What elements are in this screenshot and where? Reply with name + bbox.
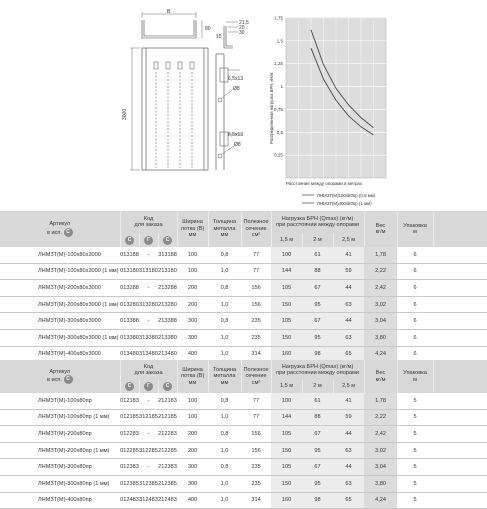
table-cell: 5: [397, 442, 433, 459]
table-cell: 200: [177, 426, 208, 443]
table-cell: 212185: [158, 409, 177, 426]
c-icon: С: [125, 236, 134, 245]
article-cell: ЛНМЗТ(М)-100x80пр (1 мм): [0, 409, 120, 426]
t2-header-span3: 2,5 м: [333, 380, 364, 393]
table-cell: 213180: [158, 263, 177, 280]
table-cell: 63: [333, 442, 364, 459]
table-cell: 100: [271, 247, 302, 263]
row-pad: [433, 442, 487, 459]
legend-series-2: ЛНМЗТ(М)400x80пр (1 мм): [317, 201, 372, 206]
table-cell: 013480: [120, 346, 139, 363]
t2-header-width: Ширина лотка (В) мм: [177, 360, 208, 393]
table-cell: 213480: [158, 346, 177, 363]
table-row: [0, 313, 487, 330]
legend-series-1: ЛНМЗТ(М)100x80пр (0,8 мм): [317, 193, 376, 198]
table-cell: 1,0: [208, 442, 241, 459]
table-cell: 1,78: [364, 393, 397, 409]
table-cell: 156: [241, 296, 271, 313]
table-cell: 313480: [139, 346, 158, 363]
dim-30-label: 30: [239, 30, 245, 36]
article-cell: ЛНМЗТ(М)-100x80x3000 (1 мм): [0, 263, 120, 280]
t1-header-pack: Упаковка м: [397, 211, 433, 247]
table-cell: 100: [271, 393, 302, 409]
table-cell: 312185: [139, 409, 158, 426]
table-cell: 400: [177, 492, 208, 509]
table-cell: 100: [177, 409, 208, 426]
table-cell: 5: [397, 459, 433, 476]
table-cell: 160: [271, 492, 302, 509]
table-cell: 1,0: [208, 346, 241, 363]
t1-header-width: Ширина лотка (В) мм: [177, 211, 208, 247]
chart-y-ticks: [274, 16, 283, 158]
table-cell: 65: [333, 492, 364, 509]
table-cell: 012183: [120, 393, 139, 409]
t1-header-weight: Вес кг/м: [364, 211, 397, 247]
table-cell: 312285: [139, 442, 158, 459]
table-cell: -: [139, 313, 158, 330]
table-cell: 5: [397, 475, 433, 492]
spec-table-2: [0, 360, 487, 509]
table-cell: 312385: [139, 475, 158, 492]
row-pad: [433, 459, 487, 476]
article-cell: ЛНМЗТ(М)-300x80x3000: [0, 313, 120, 330]
table-cell: 156: [241, 426, 271, 443]
table-row: [0, 263, 487, 280]
article-cell: ЛНМЗТ(М)-400x80x3000: [0, 346, 120, 363]
table-cell: 013288: [120, 280, 139, 297]
table-cell: 012383: [120, 459, 139, 476]
table-cell: 67: [302, 426, 333, 443]
dim-hole2-label: Ø8: [234, 142, 241, 148]
table-cell: 0,8: [208, 247, 241, 263]
table-cell: 44: [333, 426, 364, 443]
row-pad: [433, 329, 487, 346]
table-cell: 313180: [139, 263, 158, 280]
table-row: [0, 475, 487, 492]
table-cell: 1,78: [364, 247, 397, 263]
dim-80-label: 80: [205, 26, 211, 32]
table-cell: 105: [271, 459, 302, 476]
table-cell: 1,0: [208, 475, 241, 492]
table-cell: 65: [333, 346, 364, 363]
row-pad: [433, 296, 487, 313]
table-cell: 4,24: [364, 346, 397, 363]
t1-header-span1: 1,5 м: [271, 233, 302, 247]
table-cell: 235: [241, 475, 271, 492]
table-cell: 150: [271, 442, 302, 459]
row-pad: [433, 475, 487, 492]
row-pad: [433, 280, 487, 297]
table-cell: 5: [397, 393, 433, 409]
table-row: [0, 409, 487, 426]
table-cell: 213288: [158, 280, 177, 297]
table-cell: 0,8: [208, 426, 241, 443]
row-pad: [433, 313, 487, 330]
table-cell: 212283: [158, 426, 177, 443]
table-cell: 67: [302, 313, 333, 330]
table-cell: -: [139, 280, 158, 297]
row-pad: [433, 263, 487, 280]
article-cell: ЛНМЗТ(М)-400x80пр: [0, 492, 120, 509]
table-cell: 2,22: [364, 409, 397, 426]
table-cell: 6: [397, 346, 433, 363]
table-cell: 63: [333, 296, 364, 313]
table-cell: -: [139, 247, 158, 263]
table-cell: 5: [397, 409, 433, 426]
article-cell: ЛНМЗТ(М)-300x80x3000 (1 мм): [0, 329, 120, 346]
table-cell: 013380: [120, 329, 139, 346]
t2-header-code: Код для заказа: [120, 360, 177, 380]
table-row: [0, 280, 487, 297]
t1-header-load: Нагрузка БРН (Qmax) (кг/м) при расстоянии между опорами: [271, 211, 364, 233]
table-cell: 235: [241, 459, 271, 476]
row-pad: [433, 492, 487, 509]
t2-header-thickness: Толщина металла мм: [208, 360, 241, 393]
table-cell: 1,0: [208, 263, 241, 280]
table-cell: -: [139, 426, 158, 443]
row-pad: [433, 393, 487, 409]
table-cell: 44: [333, 459, 364, 476]
chart-x-axis-label: Расстояние между опорами в метрах: [286, 181, 363, 186]
table-cell: 6: [397, 247, 433, 263]
table-cell: 313280: [139, 296, 158, 313]
table-cell: 3,04: [364, 459, 397, 476]
table-cell: 235: [241, 329, 271, 346]
table-cell: 88: [302, 263, 333, 280]
t1-header-span3: 2,5 м: [333, 233, 364, 247]
table-cell: 77: [241, 263, 271, 280]
table-cell: 67: [302, 280, 333, 297]
table-cell: 100: [177, 263, 208, 280]
c-icon: С: [163, 382, 172, 391]
article-cell: ЛНМЗТ(М)-100x80пр: [0, 393, 120, 409]
table-cell: 150: [271, 296, 302, 313]
table-cell: 012483: [120, 492, 139, 509]
table-cell: 3,04: [364, 313, 397, 330]
table-row: [0, 296, 487, 313]
table-cell: 2,42: [364, 280, 397, 297]
table-cell: 212183: [158, 393, 177, 409]
y-tick-label: 0,75: [274, 106, 283, 112]
table-cell: 013280: [120, 296, 139, 313]
table-cell: 1,0: [208, 329, 241, 346]
table-cell: 4,24: [364, 492, 397, 509]
dim-hole-label: Ø8: [233, 86, 240, 92]
y-tick-label: 1,75: [274, 15, 283, 21]
article-cell: ЛНМЗТ(М)-100x80x3000: [0, 247, 120, 263]
table-cell: 300: [177, 475, 208, 492]
y-tick-label: 0,25: [274, 152, 283, 158]
table-cell: 77: [241, 247, 271, 263]
y-tick-label: 0,5: [276, 129, 283, 135]
article-cell: ЛНМЗТ(М)-200x80x3000 (1 мм): [0, 296, 120, 313]
table-cell: 313380: [139, 329, 158, 346]
table-cell: 105: [271, 280, 302, 297]
chart-y-axis-label: Распределенная нагрузка БРН, кН/м: [269, 72, 274, 144]
table-cell: 95: [302, 475, 333, 492]
table-cell: 41: [333, 247, 364, 263]
table-cell: 59: [333, 409, 364, 426]
table-cell: 63: [333, 475, 364, 492]
row-pad: [433, 426, 487, 443]
table-cell: 212385: [158, 475, 177, 492]
table-cell: 150: [271, 475, 302, 492]
t1-body: [0, 247, 487, 363]
article-cell: ЛНМЗТ(М)-200x80x3000: [0, 280, 120, 297]
table-cell: 2,22: [364, 263, 397, 280]
table-cell: 88: [302, 409, 333, 426]
t2-header-span2: 2 м: [302, 380, 333, 393]
table-cell: 213388: [158, 313, 177, 330]
g-icon: Г: [144, 382, 153, 391]
t2-header-weight: Вес кг/м: [364, 360, 397, 393]
t2-header-section: Полезное сечение см²: [241, 360, 271, 393]
table-cell: 59: [333, 263, 364, 280]
table-cell: 6: [397, 313, 433, 330]
y-tick-label: 1,25: [274, 61, 283, 67]
table-cell: 98: [302, 492, 333, 509]
g-icon: Г: [144, 236, 153, 245]
c-icon: С: [163, 236, 172, 245]
table-cell: 0,8: [208, 393, 241, 409]
table-cell: 6: [397, 329, 433, 346]
dim-b-label: B: [167, 9, 171, 15]
table-cell: 012283: [120, 426, 139, 443]
chart-legend: [302, 193, 376, 206]
tray-drawing: [120, 8, 270, 180]
table-cell: 3,80: [364, 329, 397, 346]
t1-header-span2: 2 м: [302, 233, 333, 247]
table-cell: 3,80: [364, 475, 397, 492]
table-cell: 3,02: [364, 296, 397, 313]
table-cell: 312483: [139, 492, 158, 509]
table-cell: 200: [177, 280, 208, 297]
table-row: [0, 442, 487, 459]
table-cell: 95: [302, 329, 333, 346]
table-cell: 012185: [120, 409, 139, 426]
table-cell: 156: [241, 442, 271, 459]
t2-body: [0, 393, 487, 509]
table-cell: 400: [177, 346, 208, 363]
table-cell: 212285: [158, 442, 177, 459]
table-cell: 44: [333, 280, 364, 297]
table-row: [0, 459, 487, 476]
table-cell: 144: [271, 263, 302, 280]
table-cell: 95: [302, 296, 333, 313]
table-row: [0, 492, 487, 509]
table-cell: 300: [177, 459, 208, 476]
dim-15-label: 15: [216, 34, 222, 40]
table-cell: 313188: [158, 247, 177, 263]
table-cell: 200: [177, 296, 208, 313]
table-cell: 63: [333, 329, 364, 346]
t1-header-code: Код для заказа: [120, 211, 177, 233]
table-cell: 012285: [120, 442, 139, 459]
table-cell: 61: [302, 393, 333, 409]
c-icon: С: [64, 228, 73, 237]
table-cell: 61: [302, 247, 333, 263]
table-cell: 5: [397, 426, 433, 443]
table-cell: 41: [333, 393, 364, 409]
table-cell: 212383: [158, 459, 177, 476]
t2-header-pack: Упаковка м: [397, 360, 433, 393]
table-cell: 314: [241, 346, 271, 363]
table-cell: 77: [241, 393, 271, 409]
table-cell: 100: [177, 247, 208, 263]
table-cell: 144: [271, 409, 302, 426]
t1-header-article: Артикул в исп. С: [0, 211, 120, 247]
table-cell: 67: [302, 459, 333, 476]
row-pad: [433, 409, 487, 426]
table-cell: 95: [302, 442, 333, 459]
table-cell: 314: [241, 492, 271, 509]
table-cell: 013180: [120, 263, 139, 280]
t1-header-section: Полезное сечение см²: [241, 211, 271, 247]
dim-length-label: 3000: [122, 108, 128, 120]
table-cell: 105: [271, 313, 302, 330]
t2-header-article: Артикул в исп. С: [0, 360, 120, 393]
table-row: [0, 393, 487, 409]
table-cell: 0,8: [208, 313, 241, 330]
table-cell: 160: [271, 346, 302, 363]
table-cell: 212483: [158, 492, 177, 509]
table-cell: 213280: [158, 296, 177, 313]
table-cell: 77: [241, 409, 271, 426]
table-cell: 235: [241, 313, 271, 330]
table-cell: 98: [302, 346, 333, 363]
table-cell: 013388: [120, 313, 139, 330]
table-cell: -: [139, 459, 158, 476]
c-icon: С: [125, 382, 134, 391]
c-icon: С: [64, 375, 73, 384]
spec-table-1: [0, 211, 487, 363]
y-tick-label: 1: [280, 84, 283, 90]
table-row: [0, 247, 487, 263]
table-cell: 013188: [120, 247, 139, 263]
table-cell: 2,42: [364, 426, 397, 443]
table-cell: 6: [397, 296, 433, 313]
table-cell: 6: [397, 280, 433, 297]
table-cell: 156: [241, 280, 271, 297]
article-cell: ЛНМЗТ(М)-200x80пр (1 мм): [0, 442, 120, 459]
dim-21-5-label: 21,5: [239, 20, 249, 26]
dim-slot2-label: 6,5х13: [228, 132, 244, 138]
t2-header-load: Нагрузка БРН (Qmax) (кг/м) при расстоянии между опорами: [271, 360, 364, 380]
table-cell: 012385: [120, 475, 139, 492]
table-cell: 105: [271, 426, 302, 443]
article-cell: ЛНМЗТ(М)-300x80пр: [0, 459, 120, 476]
table-cell: 5: [397, 492, 433, 509]
table-row: [0, 426, 487, 443]
table-cell: 213380: [158, 329, 177, 346]
table-cell: 3,02: [364, 442, 397, 459]
table-cell: 300: [177, 313, 208, 330]
article-cell: ЛНМЗТ(М)-300x80пр (1 мм): [0, 475, 120, 492]
table-cell: 150: [271, 329, 302, 346]
dim-20-label: 20: [239, 25, 245, 31]
table-cell: 0,8: [208, 280, 241, 297]
table-cell: 100: [177, 393, 208, 409]
table-cell: 6: [397, 263, 433, 280]
table-cell: 300: [177, 329, 208, 346]
row-pad: [433, 247, 487, 263]
dim-slot-label: 6,5х13: [228, 76, 244, 82]
t1-header-thickness: Толщина металла мм: [208, 211, 241, 247]
table-cell: 1,0: [208, 492, 241, 509]
table-cell: 44: [333, 313, 364, 330]
load-chart: [262, 8, 487, 210]
table-cell: 1,0: [208, 409, 241, 426]
t2-header-span1: 1,5 м: [271, 380, 302, 393]
table-row: [0, 329, 487, 346]
table-cell: 0,8: [208, 459, 241, 476]
table-cell: 200: [177, 442, 208, 459]
table-cell: 1,0: [208, 296, 241, 313]
y-tick-label: 1,5: [276, 38, 283, 44]
article-cell: ЛНМЗТ(М)-200x80пр: [0, 426, 120, 443]
table-cell: -: [139, 393, 158, 409]
